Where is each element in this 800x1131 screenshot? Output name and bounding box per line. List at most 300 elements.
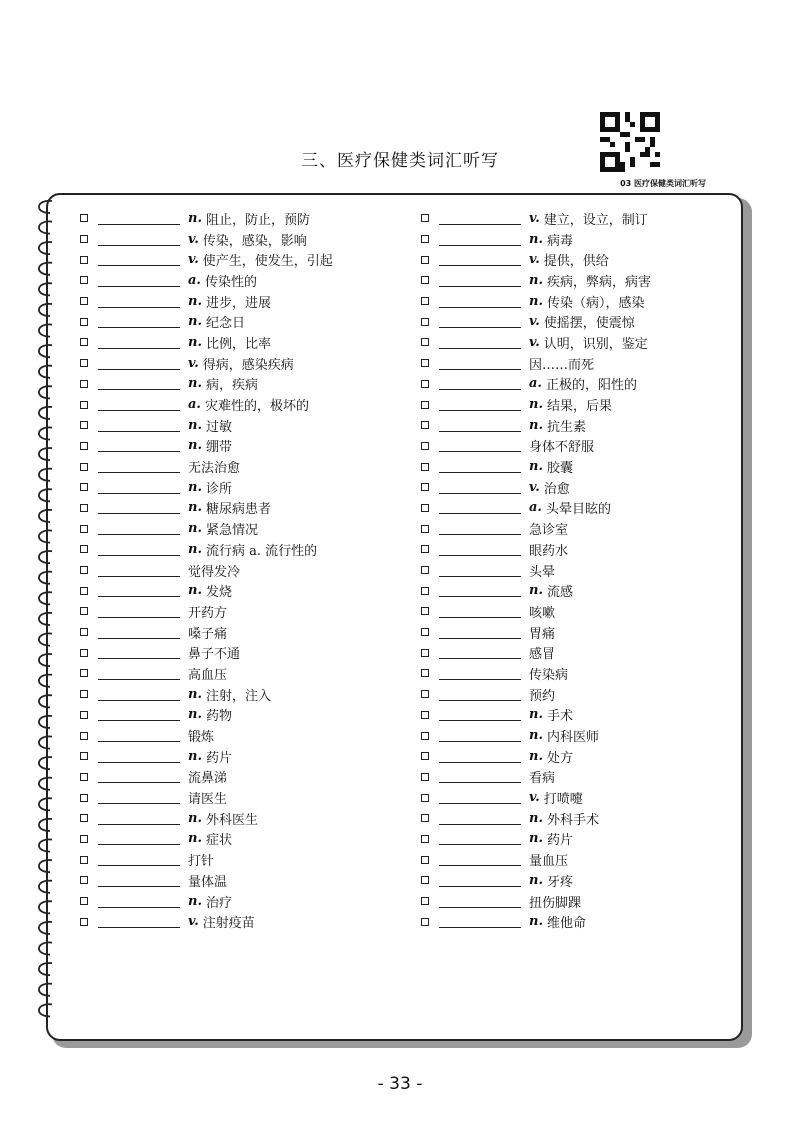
meaning: 鼻子不通 xyxy=(188,647,241,663)
part-of-speech: n. xyxy=(188,500,202,516)
part-of-speech: v. xyxy=(188,355,199,371)
spiral-ring xyxy=(39,654,52,666)
checkbox[interactable] xyxy=(421,442,429,450)
word-row xyxy=(80,229,333,250)
spiral-ring xyxy=(39,469,52,481)
answer-blank[interactable] xyxy=(98,439,180,452)
answer-blank[interactable] xyxy=(98,564,180,577)
part-of-speech: n. xyxy=(188,521,202,537)
meaning: 结果，后果 xyxy=(546,399,612,415)
word-row xyxy=(80,849,333,870)
meaning: 病毒 xyxy=(546,233,573,249)
answer-blank[interactable] xyxy=(439,812,521,825)
checkbox[interactable] xyxy=(421,318,429,326)
word-row xyxy=(421,829,651,850)
meaning: 抗生素 xyxy=(546,419,586,435)
part-of-speech: n. xyxy=(529,872,543,888)
part-of-speech: n. xyxy=(529,397,543,413)
qr-code-icon xyxy=(600,112,660,172)
spiral-ring xyxy=(39,819,52,831)
meaning: 眼药水 xyxy=(529,543,569,559)
checkbox[interactable] xyxy=(421,545,429,553)
checkbox[interactable] xyxy=(421,897,429,905)
part-of-speech: n. xyxy=(188,376,202,392)
part-of-speech: v. xyxy=(188,252,199,268)
checkbox[interactable] xyxy=(421,401,429,409)
answer-blank[interactable] xyxy=(439,377,521,390)
answer-blank[interactable] xyxy=(439,832,521,845)
word-row xyxy=(421,705,651,726)
answer-blank[interactable] xyxy=(98,336,180,349)
spiral-ring xyxy=(39,201,52,213)
word-row xyxy=(421,622,651,643)
checkbox[interactable] xyxy=(80,463,88,471)
word-row xyxy=(80,725,333,746)
checkbox[interactable] xyxy=(421,380,429,388)
meaning: 头晕 xyxy=(529,564,556,580)
spiral-ring xyxy=(39,366,52,378)
word-row xyxy=(421,849,651,870)
word-row xyxy=(421,353,651,374)
word-row xyxy=(80,705,333,726)
meaning: 打喷嚏 xyxy=(543,792,583,808)
word-row xyxy=(421,787,651,808)
answer-blank[interactable] xyxy=(98,357,180,370)
word-row xyxy=(80,249,333,270)
part-of-speech: n. xyxy=(188,707,202,723)
answer-blank[interactable] xyxy=(439,481,521,494)
part-of-speech: n. xyxy=(529,583,543,599)
checkbox[interactable] xyxy=(421,463,429,471)
meaning: 急诊室 xyxy=(529,523,569,539)
part-of-speech: v. xyxy=(188,914,199,930)
checkbox[interactable] xyxy=(80,380,88,388)
answer-blank[interactable] xyxy=(98,419,180,432)
meaning: 打针 xyxy=(188,854,215,870)
word-row xyxy=(421,891,651,912)
checkbox[interactable] xyxy=(421,649,429,657)
checkbox[interactable] xyxy=(80,483,88,491)
answer-blank[interactable] xyxy=(439,791,521,804)
meaning: 治疗 xyxy=(205,895,232,911)
checkbox[interactable] xyxy=(80,318,88,326)
answer-blank[interactable] xyxy=(98,626,180,639)
checkbox[interactable] xyxy=(421,276,429,284)
spiral-ring xyxy=(39,407,52,419)
spiral-ring xyxy=(39,510,52,522)
word-row xyxy=(421,208,651,229)
answer-blank[interactable] xyxy=(98,895,180,908)
part-of-speech: a. xyxy=(188,272,201,288)
answer-blank[interactable] xyxy=(439,274,521,287)
word-row xyxy=(80,374,333,395)
answer-blank[interactable] xyxy=(439,750,521,763)
checkbox[interactable] xyxy=(80,545,88,553)
answer-blank[interactable] xyxy=(439,626,521,639)
qr-caption: 03 医疗保健类词汇听写 xyxy=(620,179,706,188)
checkbox[interactable] xyxy=(80,897,88,905)
part-of-speech: n. xyxy=(529,272,543,288)
answer-blank[interactable] xyxy=(98,212,180,225)
meaning: 症状 xyxy=(205,833,232,849)
meaning: 绷带 xyxy=(205,440,232,456)
checkbox[interactable] xyxy=(80,773,88,781)
answer-blank[interactable] xyxy=(439,646,521,659)
word-row xyxy=(421,560,651,581)
checkbox[interactable] xyxy=(421,773,429,781)
answer-blank[interactable] xyxy=(98,481,180,494)
word-row xyxy=(421,601,651,622)
answer-blank[interactable] xyxy=(439,729,521,742)
meaning: 诊所 xyxy=(205,481,232,497)
part-of-speech: n. xyxy=(188,541,202,557)
checkbox[interactable] xyxy=(80,214,88,222)
part-of-speech: n. xyxy=(529,459,543,475)
answer-blank[interactable] xyxy=(98,233,180,246)
word-row xyxy=(421,911,651,932)
checkbox[interactable] xyxy=(80,566,88,574)
spiral-ring xyxy=(39,716,52,728)
answer-blank[interactable] xyxy=(98,915,180,928)
meaning: 锻炼 xyxy=(188,730,215,746)
meaning: 外科医生 xyxy=(205,812,258,828)
meaning: 注射，注入 xyxy=(205,688,271,704)
meaning: 流行病 a. 流行性的 xyxy=(205,543,318,559)
answer-blank[interactable] xyxy=(98,315,180,328)
spiral-ring xyxy=(39,304,52,316)
part-of-speech: n. xyxy=(529,231,543,247)
checkbox[interactable] xyxy=(80,525,88,533)
meaning: 内科医师 xyxy=(546,730,599,746)
word-row xyxy=(421,580,651,601)
answer-blank[interactable] xyxy=(439,460,521,473)
spiral-ring xyxy=(39,778,52,790)
word-row xyxy=(80,498,333,519)
spiral-ring xyxy=(39,448,52,460)
spiral-ring xyxy=(39,798,52,810)
meaning: 药片 xyxy=(546,833,573,849)
meaning: 进步，进展 xyxy=(205,295,271,311)
spiral-ring xyxy=(39,263,52,275)
answer-blank[interactable] xyxy=(439,315,521,328)
answer-blank[interactable] xyxy=(439,584,521,597)
meaning: 身体不舒服 xyxy=(529,440,595,456)
spiral-ring xyxy=(39,1004,52,1016)
word-row xyxy=(421,394,651,415)
spiral-ring xyxy=(39,324,52,336)
word-row xyxy=(421,374,651,395)
answer-blank[interactable] xyxy=(439,895,521,908)
checkbox[interactable] xyxy=(421,256,429,264)
meaning: 建立，设立，制订 xyxy=(543,212,648,228)
answer-blank[interactable] xyxy=(439,688,521,701)
answer-blank[interactable] xyxy=(439,853,521,866)
part-of-speech: n. xyxy=(188,748,202,764)
checkbox[interactable] xyxy=(80,835,88,843)
part-of-speech: n. xyxy=(529,417,543,433)
meaning: 流感 xyxy=(546,585,573,601)
part-of-speech: n. xyxy=(188,686,202,702)
word-row xyxy=(80,270,333,291)
part-of-speech: a. xyxy=(529,500,542,516)
checkbox[interactable] xyxy=(80,918,88,926)
checkbox[interactable] xyxy=(421,690,429,698)
meaning: 病，疾病 xyxy=(205,378,258,394)
checkbox[interactable] xyxy=(80,690,88,698)
meaning: 使摇摆，使震惊 xyxy=(543,316,635,332)
spiral-ring xyxy=(39,633,52,645)
checkbox[interactable] xyxy=(421,338,429,346)
answer-blank[interactable] xyxy=(98,708,180,721)
answer-blank[interactable] xyxy=(98,460,180,473)
part-of-speech: n. xyxy=(529,707,543,723)
answer-blank[interactable] xyxy=(439,253,521,266)
checkbox[interactable] xyxy=(421,876,429,884)
word-row xyxy=(421,518,651,539)
spiral-ring xyxy=(39,922,52,934)
word-row xyxy=(421,725,651,746)
answer-blank[interactable] xyxy=(98,522,180,535)
answer-blank[interactable] xyxy=(439,605,521,618)
spiral-ring xyxy=(39,427,52,439)
answer-blank[interactable] xyxy=(98,667,180,680)
checkbox[interactable] xyxy=(421,359,429,367)
answer-blank[interactable] xyxy=(98,770,180,783)
spiral-ring xyxy=(39,839,52,851)
part-of-speech: a. xyxy=(188,397,201,413)
answer-blank[interactable] xyxy=(98,853,180,866)
answer-blank[interactable] xyxy=(439,419,521,432)
word-row xyxy=(80,539,333,560)
answer-blank[interactable] xyxy=(439,398,521,411)
meaning: 量血压 xyxy=(529,854,569,870)
answer-blank[interactable] xyxy=(439,522,521,535)
part-of-speech: n. xyxy=(188,334,202,350)
checkbox[interactable] xyxy=(80,235,88,243)
word-row xyxy=(421,870,651,891)
checkbox[interactable] xyxy=(421,918,429,926)
spiral-ring xyxy=(39,675,52,687)
answer-blank[interactable] xyxy=(439,212,521,225)
meaning: 使产生，使发生，引起 xyxy=(202,254,333,270)
answer-blank[interactable] xyxy=(98,646,180,659)
checkbox[interactable] xyxy=(80,814,88,822)
meaning: 注射疫苗 xyxy=(202,916,255,932)
part-of-speech: n. xyxy=(529,748,543,764)
answer-blank[interactable] xyxy=(98,812,180,825)
part-of-speech: n. xyxy=(529,728,543,744)
answer-blank[interactable] xyxy=(98,832,180,845)
page-title: 三、医疗保健类词汇听写 xyxy=(301,151,499,171)
meaning: 无法治愈 xyxy=(188,461,241,477)
meaning: 手术 xyxy=(546,709,573,725)
spiral-ring xyxy=(39,283,52,295)
answer-blank[interactable] xyxy=(98,729,180,742)
answer-blank[interactable] xyxy=(98,377,180,390)
spiral-ring xyxy=(39,984,52,996)
answer-blank[interactable] xyxy=(98,501,180,514)
checkbox[interactable] xyxy=(80,504,88,512)
answer-blank[interactable] xyxy=(439,233,521,246)
checkbox[interactable] xyxy=(421,483,429,491)
checkbox[interactable] xyxy=(421,297,429,305)
checkbox[interactable] xyxy=(80,628,88,636)
checkbox[interactable] xyxy=(80,297,88,305)
checkbox[interactable] xyxy=(421,525,429,533)
checkbox[interactable] xyxy=(421,566,429,574)
word-row xyxy=(80,684,333,705)
word-row xyxy=(80,332,333,353)
word-row xyxy=(80,829,333,850)
spiral-ring xyxy=(39,489,52,501)
part-of-speech: n. xyxy=(188,810,202,826)
checkbox[interactable] xyxy=(80,359,88,367)
word-row xyxy=(421,229,651,250)
answer-blank[interactable] xyxy=(98,688,180,701)
part-of-speech: n. xyxy=(529,293,543,309)
meaning: 流鼻涕 xyxy=(188,771,228,787)
answer-blank[interactable] xyxy=(98,874,180,887)
meaning: 发烧 xyxy=(205,585,232,601)
answer-blank[interactable] xyxy=(98,584,180,597)
word-row xyxy=(80,746,333,767)
checkbox[interactable] xyxy=(80,338,88,346)
answer-blank[interactable] xyxy=(98,295,180,308)
spiral-ring xyxy=(39,860,52,872)
word-row xyxy=(80,311,333,332)
answer-blank[interactable] xyxy=(439,543,521,556)
checkbox[interactable] xyxy=(80,401,88,409)
word-row xyxy=(80,870,333,891)
answer-blank[interactable] xyxy=(98,398,180,411)
checkbox[interactable] xyxy=(80,876,88,884)
checkbox[interactable] xyxy=(80,794,88,802)
checkbox[interactable] xyxy=(80,711,88,719)
spiral-ring xyxy=(39,242,52,254)
checkbox[interactable] xyxy=(421,752,429,760)
checkbox[interactable] xyxy=(80,276,88,284)
checkbox[interactable] xyxy=(421,814,429,822)
answer-blank[interactable] xyxy=(439,357,521,370)
checkbox[interactable] xyxy=(80,442,88,450)
meaning: 提供，供给 xyxy=(543,254,609,270)
answer-blank[interactable] xyxy=(98,543,180,556)
answer-blank[interactable] xyxy=(439,708,521,721)
checkbox[interactable] xyxy=(421,607,429,615)
checkbox[interactable] xyxy=(421,214,429,222)
part-of-speech: n. xyxy=(529,810,543,826)
spiral-ring xyxy=(39,695,52,707)
part-of-speech: v. xyxy=(188,231,199,247)
word-row xyxy=(80,767,333,788)
answer-blank[interactable] xyxy=(439,501,521,514)
checkbox[interactable] xyxy=(421,628,429,636)
meaning: 胃痛 xyxy=(529,626,556,642)
part-of-speech: n. xyxy=(188,831,202,847)
answer-blank[interactable] xyxy=(439,295,521,308)
meaning: 嗓子痛 xyxy=(188,626,228,642)
word-row xyxy=(421,249,651,270)
spiral-ring xyxy=(39,530,52,542)
answer-blank[interactable] xyxy=(439,770,521,783)
spiral-ring xyxy=(39,572,52,584)
word-row xyxy=(80,911,333,932)
word-row xyxy=(80,415,333,436)
answer-blank[interactable] xyxy=(439,915,521,928)
checkbox[interactable] xyxy=(421,711,429,719)
meaning: 量体温 xyxy=(188,874,228,890)
meaning: 预约 xyxy=(529,688,556,704)
answer-blank[interactable] xyxy=(439,336,521,349)
meaning: 看病 xyxy=(529,771,556,787)
answer-blank[interactable] xyxy=(439,439,521,452)
meaning: 外科手术 xyxy=(546,812,599,828)
spiral-ring xyxy=(39,221,52,233)
checkbox[interactable] xyxy=(80,421,88,429)
answer-blank[interactable] xyxy=(98,791,180,804)
checkbox[interactable] xyxy=(80,256,88,264)
answer-blank[interactable] xyxy=(98,605,180,618)
meaning: 请医生 xyxy=(188,792,228,808)
checkbox[interactable] xyxy=(80,732,88,740)
spiral-ring xyxy=(39,613,52,625)
meaning: 糖尿病患者 xyxy=(205,502,271,518)
spiral-ring xyxy=(39,736,52,748)
checkbox[interactable] xyxy=(421,669,429,677)
answer-blank[interactable] xyxy=(98,274,180,287)
checkbox[interactable] xyxy=(80,649,88,657)
checkbox[interactable] xyxy=(421,835,429,843)
checkbox[interactable] xyxy=(421,421,429,429)
answer-blank[interactable] xyxy=(98,253,180,266)
meaning: 纪念日 xyxy=(205,316,245,332)
checkbox[interactable] xyxy=(421,587,429,595)
checkbox[interactable] xyxy=(80,669,88,677)
word-row xyxy=(421,539,651,560)
word-row xyxy=(421,642,651,663)
word-row xyxy=(421,415,651,436)
answer-blank[interactable] xyxy=(439,667,521,680)
checkbox[interactable] xyxy=(80,587,88,595)
checkbox[interactable] xyxy=(421,794,429,802)
answer-blank[interactable] xyxy=(439,564,521,577)
answer-blank[interactable] xyxy=(439,874,521,887)
word-row xyxy=(80,891,333,912)
word-row xyxy=(80,456,333,477)
answer-blank[interactable] xyxy=(98,750,180,763)
checkbox[interactable] xyxy=(421,504,429,512)
word-row xyxy=(80,394,333,415)
checkbox[interactable] xyxy=(421,732,429,740)
word-row xyxy=(421,270,651,291)
part-of-speech: n. xyxy=(188,293,202,309)
part-of-speech: v. xyxy=(529,790,540,806)
word-row xyxy=(421,767,651,788)
part-of-speech: n. xyxy=(188,893,202,909)
checkbox[interactable] xyxy=(80,607,88,615)
checkbox[interactable] xyxy=(421,856,429,864)
spiral-ring xyxy=(39,345,52,357)
meaning: 头晕目眩的 xyxy=(545,502,611,518)
word-row xyxy=(421,663,651,684)
word-row xyxy=(421,477,651,498)
checkbox[interactable] xyxy=(80,856,88,864)
checkbox[interactable] xyxy=(80,752,88,760)
word-row xyxy=(80,436,333,457)
word-row xyxy=(421,291,651,312)
checkbox[interactable] xyxy=(421,235,429,243)
word-row xyxy=(80,580,333,601)
